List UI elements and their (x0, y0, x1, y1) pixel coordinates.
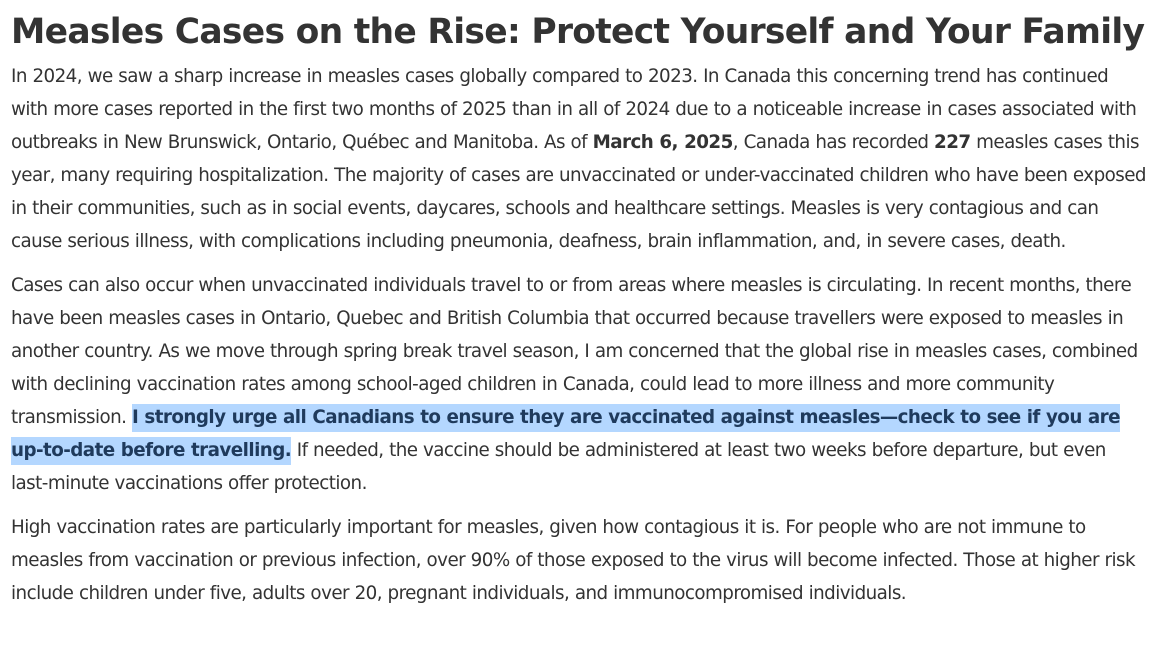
paragraph-text: , Canada has recorded (732, 132, 935, 153)
paragraph-text: If needed, the vaccine should be administered at least two weeks before departure, but even last-minute vaccinations offer protection. (11, 440, 1106, 494)
paragraph-text: Cases can also occur when unvaccinated individuals travel to or from areas where measles is circulating. In recent months, there have been measles cases in Ontario, Quebec and British Columbia that occurred because travellers were exposed to measles in another country. As we move through spring break travel season, I am concerned that the global rise in measles cases, combined with declining vaccination rates among school-aged children in Canada, could lead to more illness and more community transmission. (11, 275, 1138, 428)
paragraph-outbreak-summary (11, 60, 1146, 258)
paragraph-vaccination-importance: High vaccination rates are particularly important for measles, given how contagious it is. For people who are not immune to measles from vaccination or previous infection, over 90% of those exposed to the virus will become infected. Those at higher risk include children under five, adults over 20, pregnant individuals, and immunocompromised individuals. (11, 517, 1136, 604)
report-date: March 6, 2025 (592, 132, 733, 153)
paragraph-text: In 2024, we saw a sharp increase in measles cases globally compared to 2023. In Canada this concerning trend has continued with more cases reported in the first two months of 2025 than in all of 2024 due to a noticeable increase in cases associated with outbreaks in New Brunswick, Ontario, Québec and Manitoba. As of (11, 66, 1137, 153)
paragraph-text: measles cases this year, many requiring hospitalization. The majority of cases are unvaccinated or under-vaccinated children who have been exposed in their communities, such as in social events, daycares, schools and healthcare settings. Measles is very contagious and can cause serious illness, with complications including pneumonia, deafness, brain inflammation, and, in severe cases, death. (11, 132, 1146, 252)
article-title: Measles Cases on the Rise: Protect Yourself and Your Family (11, 12, 1145, 52)
case-count: 227 (934, 132, 971, 153)
selected-text-highlight[interactable]: I strongly urge all Canadians to ensure they are vaccinated against measles—check to see if you are up-to-date before travelling. (11, 404, 1120, 465)
paragraph-travel-advice (11, 269, 1146, 500)
